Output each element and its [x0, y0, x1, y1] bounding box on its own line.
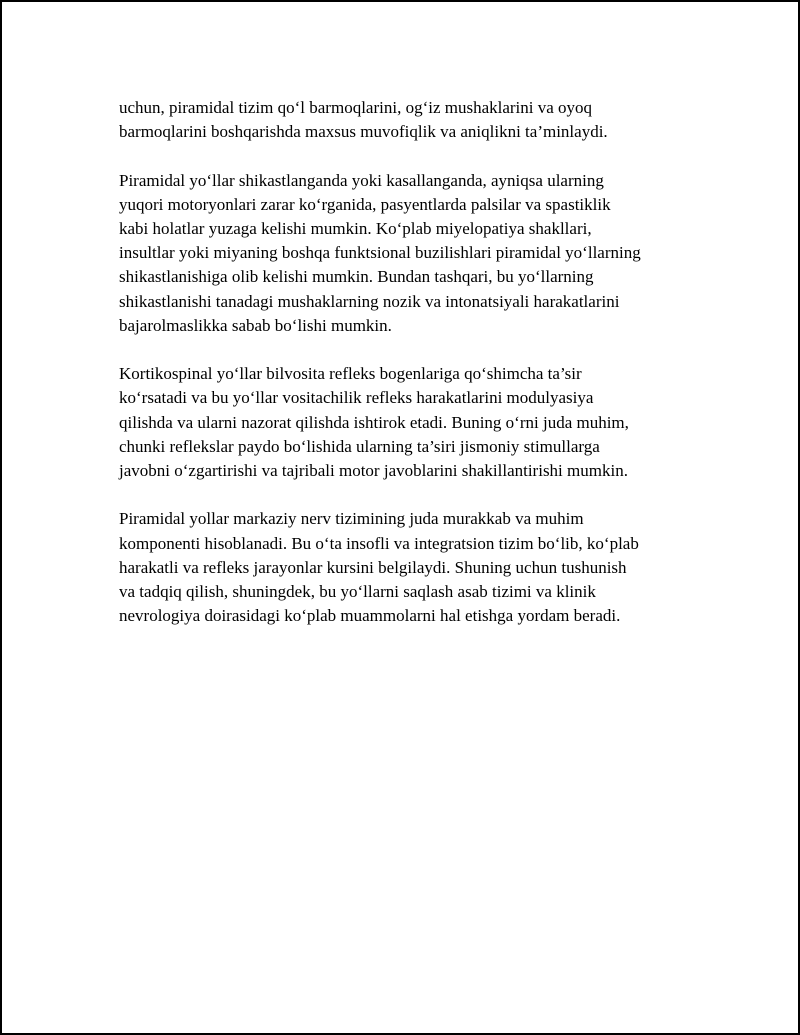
document-body — [119, 96, 709, 653]
text-line: barmoqlarini boshqarishda maxsus muvofiqlik va aniqlikni ta’minlaydi. — [119, 122, 608, 142]
text-line: komponenti hisoblanadi. Bu o‘ta insofli va integratsion tizim bo‘lib, ko‘plab — [119, 533, 639, 553]
text-line: kabi holatlar yuzaga kelishi mumkin. Ko‘plab miyelopatiya shakllari, — [119, 219, 592, 238]
text-line: javobni o‘zgartirishi va tajribali motor javoblarini shakillantirishi mumkin. — [119, 461, 628, 481]
text-line: insultlar yoki miyaning boshqa funktsional buzilishlari piramidal yo‘llarning — [119, 243, 641, 263]
text-line: nevrologiya doirasidagi ko‘plab muammolarni hal etishga yordam beradi. — [119, 606, 621, 626]
text-line: yuqori motoryonlari zarar ko‘rganida, pasyentlarda palsilar va spastiklik — [119, 194, 611, 214]
text-line: shikastlanishiga olib kelishi mumkin. Bundan tashqari, bu yo‘llarning — [119, 267, 594, 287]
text-line: bajarolmaslikka sabab bo‘lishi mumkin. — [119, 315, 392, 335]
text-line: uchun, piramidal tizim qo‘l barmoqlarini, og‘iz mushaklarini va oyoq — [119, 98, 593, 117]
text-line: chunki reflekslar paydo bo‘lishida ularning ta’siri jismoniy stimullarga — [119, 436, 600, 456]
text-line: va tadqiq qilish, shuningdek, bu yo‘llarni saqlash asab tizimi va klinik — [119, 582, 596, 602]
paragraph — [119, 362, 709, 483]
text-line: ko‘rsatadi va bu yo‘llar vositachilik refleks harakatlarini modulyasiya — [119, 388, 594, 408]
paragraph — [119, 96, 709, 144]
text-line: shikastlanishi tanadagi mushaklarning nozik va intonatsiyali harakatlarini — [119, 291, 620, 311]
text-line: Piramidal yollar markaziy nerv tizimining juda murakkab va muhim — [119, 509, 584, 529]
text-line: Piramidal yo‘llar shikastlanganda yoki kasallanganda, ayniqsa ularning — [119, 170, 604, 190]
paragraph — [119, 507, 709, 628]
text-line: qilishda va ularni nazorat qilishda ishtirok etadi. Buning o‘rni juda muhim, — [119, 412, 629, 432]
text-line: Kortikospinal yo‘llar bilvosita refleks bogenlariga qo‘shimcha ta’sir — [119, 364, 582, 384]
paragraph — [119, 169, 709, 338]
text-line: harakatli va refleks jarayonlar kursini belgilaydi. Shuning uchun tushunish — [119, 557, 627, 577]
